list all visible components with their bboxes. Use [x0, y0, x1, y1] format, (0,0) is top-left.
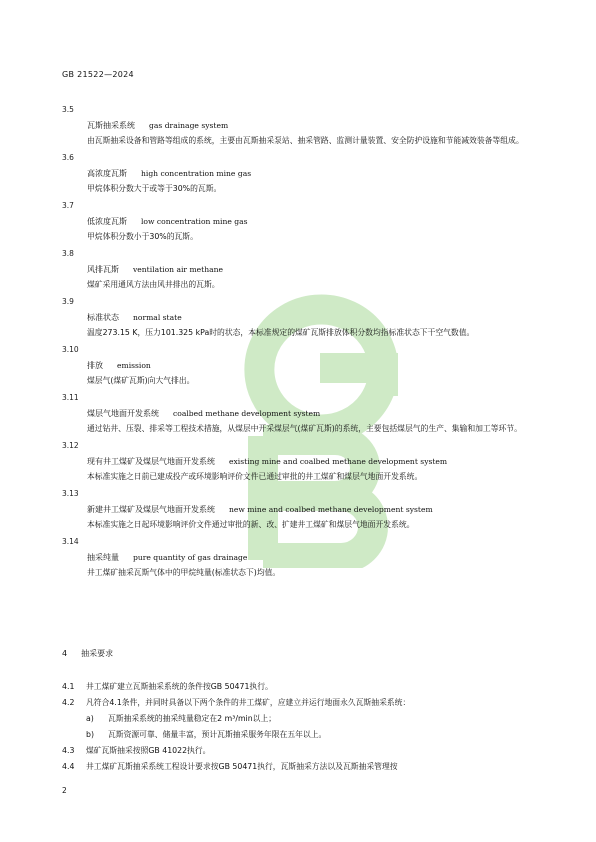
term-name-zh: 煤层气地面开发系统 [87, 409, 159, 418]
term-3-12 [62, 437, 540, 485]
term-definition: 由瓦斯抽采设备和管路等组成的系统，主要由瓦斯抽采泵站、抽采管路、监测计量装置、安全防护设施和节能减效装备等组成。 [87, 136, 524, 145]
term-name-en: coalbed methane development system [173, 409, 321, 418]
term-3-10 [62, 341, 540, 389]
term-name-en: pure quantity of gas drainage [133, 553, 248, 562]
term-3-7 [62, 197, 540, 245]
requirement-text: 井工煤矿瓦斯抽采系统工程设计要求按GB 50471执行，瓦斯抽采方法以及瓦斯抽采管理按 [86, 762, 398, 771]
term-definition: 温度273.15 K，压力101.325 kPa时的状态，本标准规定的煤矿瓦斯排放体积分数均指标准状态下干空气数值。 [87, 328, 475, 337]
term-definition: 本标准实施之日起环境影响评价文件通过审批的新、改、扩建井工煤矿和煤层气地面开发系统。 [87, 520, 415, 529]
term-number: 3.8 [62, 249, 74, 258]
term-number: 3.14 [62, 537, 79, 546]
term-number: 3.12 [62, 441, 79, 450]
term-name-zh: 风排瓦斯 [87, 265, 119, 274]
term-3-5 [62, 101, 540, 149]
requirement-text: 煤矿瓦斯抽采按照GB 41022执行。 [86, 746, 211, 755]
term-number: 3.10 [62, 345, 79, 354]
term-3-8 [62, 245, 540, 293]
requirement-number: 4.1 [62, 682, 75, 691]
sub-item-text: 瓦斯资源可靠、储量丰富，预计瓦斯抽采服务年限在五年以上。 [108, 730, 327, 739]
term-definition: 煤矿采用通风方法由风井排出的瓦斯。 [87, 280, 220, 289]
standard-code-header: GB 21522—2024 [62, 70, 134, 79]
requirements-list [62, 679, 540, 775]
term-name-zh: 现有井工煤矿及煤层气地面开发系统 [87, 457, 215, 466]
term-number: 3.13 [62, 489, 79, 498]
section-number: 4 [62, 649, 68, 658]
term-3-6 [62, 149, 540, 197]
term-3-13 [62, 485, 540, 533]
requirement-number: 4.3 [62, 746, 75, 755]
requirement-text: 井工煤矿建立瓦斯抽采系统的条件按GB 50471执行。 [86, 682, 273, 691]
requirement-4-1 [62, 679, 540, 695]
term-number: 3.9 [62, 297, 74, 306]
term-name-zh: 排放 [87, 361, 103, 370]
term-name-en: high concentration mine gas [141, 169, 252, 178]
term-name-en: gas drainage system [149, 121, 229, 130]
term-name-en: normal state [133, 313, 182, 322]
term-name-en: emission [117, 361, 151, 370]
term-name-zh: 新建井工煤矿及煤层气地面开发系统 [87, 505, 215, 514]
term-number: 3.7 [62, 201, 74, 210]
sub-item-text: 瓦斯抽采系统的抽采纯量稳定在2 m³/min以上； [108, 714, 277, 723]
requirement-4-3 [62, 743, 540, 759]
requirement-4-2 [62, 695, 540, 711]
term-3-11 [62, 389, 540, 437]
term-number: 3.5 [62, 105, 74, 114]
term-definition: 煤层气(煤矿瓦斯)向大气排出。 [87, 376, 195, 385]
term-name-en: ventilation air methane [133, 265, 224, 274]
terms-list [62, 101, 540, 581]
term-name-zh: 标准状态 [87, 313, 119, 322]
term-3-9 [62, 293, 540, 341]
term-name-zh: 抽采纯量 [87, 553, 119, 562]
term-name-en: existing mine and coalbed methane development system [229, 457, 448, 466]
term-name-en: new mine and coalbed methane development system [229, 505, 433, 514]
term-3-14 [62, 533, 540, 581]
requirement-4-2-a [62, 711, 540, 727]
term-name-zh: 低浓度瓦斯 [87, 217, 127, 226]
term-name-zh: 瓦斯抽采系统 [87, 121, 135, 130]
term-definition: 井工煤矿抽采瓦斯气体中的甲烷纯量(标准状态下)均值。 [87, 568, 281, 577]
term-definition: 甲烷体积分数大于或等于30%的瓦斯。 [87, 184, 222, 193]
requirement-text: 凡符合4.1条件，并同时具备以下两个条件的井工煤矿，应建立并运行地面永久瓦斯抽采系统： [86, 698, 411, 707]
sub-item-label: a) [86, 714, 94, 723]
term-number: 3.6 [62, 153, 74, 162]
term-definition: 通过钻井、压裂、排采等工程技术措施，从煤层中开采煤层气(煤矿瓦斯)的系统，主要包括煤层气的生产、集输和加工等环节。 [87, 424, 522, 433]
section-title: 抽采要求 [81, 649, 114, 658]
requirement-number: 4.2 [62, 698, 75, 707]
section-heading [62, 648, 113, 659]
requirement-number: 4.4 [62, 762, 75, 771]
sub-item-label: b) [86, 730, 94, 739]
term-number: 3.11 [62, 393, 79, 402]
term-definition: 本标准实施之日前已建成投产或环境影响评价文件已通过审批的井工煤矿和煤层气地面开发系统。 [87, 472, 423, 481]
term-definition: 甲烷体积分数小于30%的瓦斯。 [87, 232, 198, 241]
page-number: 2 [62, 786, 67, 795]
requirement-4-2-b [62, 727, 540, 743]
term-name-zh: 高浓度瓦斯 [87, 169, 127, 178]
term-name-en: low concentration mine gas [141, 217, 248, 226]
requirement-4-4 [62, 759, 540, 775]
